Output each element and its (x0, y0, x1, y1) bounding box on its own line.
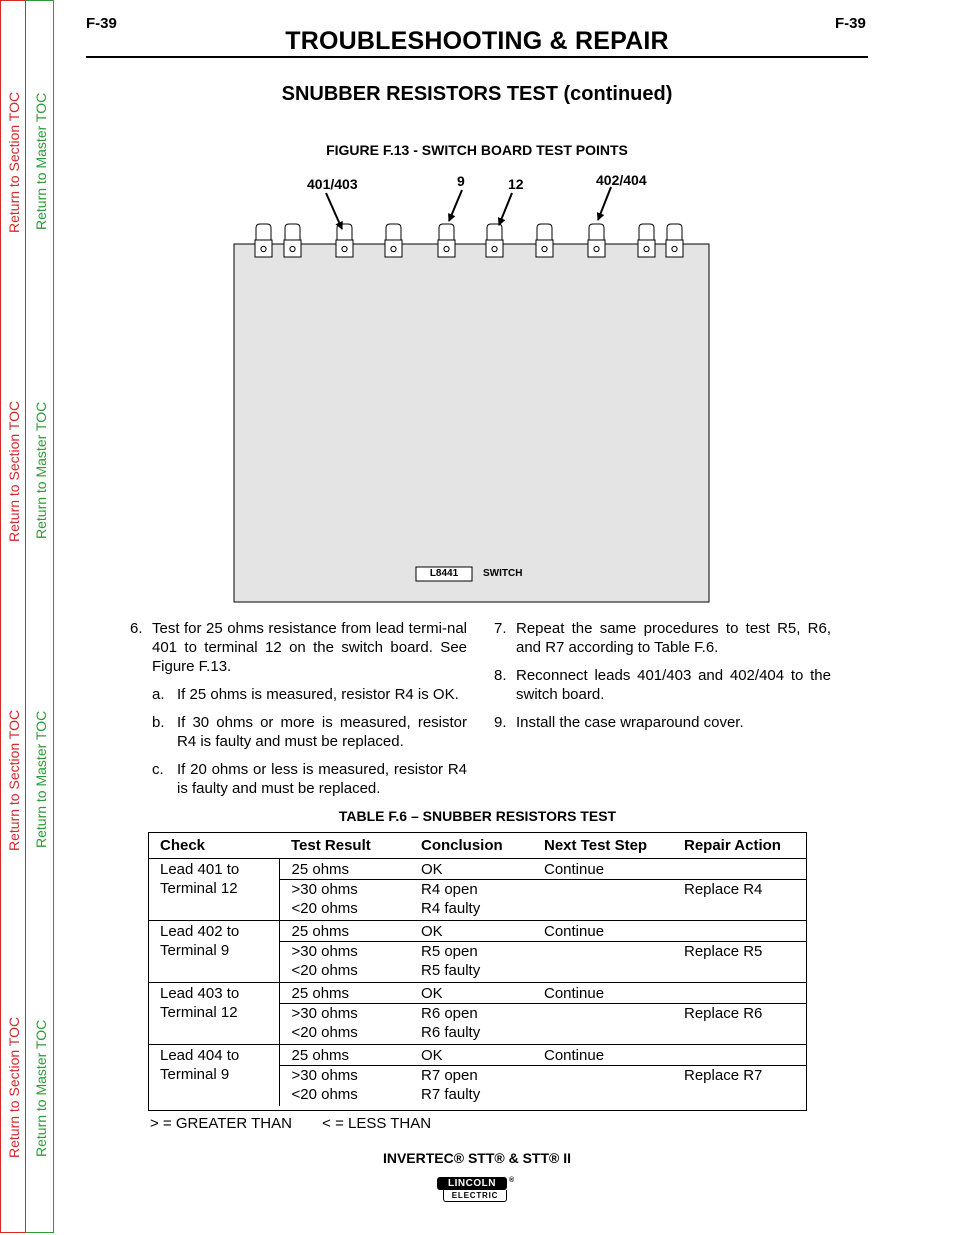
procedure-right-column (494, 619, 831, 741)
table-legend (150, 1115, 431, 1132)
terminal-tab (255, 224, 272, 257)
repair-cell (672, 899, 807, 921)
column-header-check: Check (148, 833, 279, 859)
terminal-tab (536, 224, 553, 257)
sub-step-text: If 20 ohms or less is measured, resistor R4 is faulty and must be replaced. (177, 761, 467, 797)
label-401-403: 401/403 (307, 176, 358, 192)
next-step-cell (532, 880, 672, 900)
return-to-master-toc-link-3[interactable]: Return to Master TOC (33, 710, 49, 848)
repair-cell (672, 961, 807, 983)
conclusion-cell: R7 open (421, 1067, 478, 1084)
result-cell: >30 ohms (291, 1067, 358, 1084)
step-6b (130, 713, 467, 751)
check-cell: Lead 402 to Terminal 9 (148, 921, 279, 983)
return-to-master-toc-link-2[interactable]: Return to Master TOC (33, 401, 49, 539)
conclusion-cell: R5 faulty (409, 961, 532, 983)
next-step-cell (532, 1085, 672, 1106)
return-to-section-toc-link-4[interactable]: Return to Section TOC (6, 1016, 22, 1158)
sub-step-text: If 30 ohms or more is measured, resistor R4 is faulty and must be replaced. (177, 714, 467, 750)
sub-step-letter: a. (152, 686, 165, 703)
procedure-left-column (130, 619, 467, 807)
lincoln-electric-logo (437, 1177, 513, 1205)
conclusion-cell: OK (409, 921, 532, 942)
repair-cell: Replace R5 (684, 943, 763, 960)
result-cell: 25 ohms (279, 1045, 409, 1066)
page-header-title: TROUBLESHOOTING & REPAIR (285, 27, 669, 55)
terminal-tab (486, 224, 503, 257)
section-title: SNUBBER RESISTORS TEST (continued) (281, 83, 673, 105)
terminal-tab (666, 224, 683, 257)
return-to-section-toc-link-3[interactable]: Return to Section TOC (6, 709, 22, 851)
table-caption: TABLE F.6 – SNUBBER RESISTORS TEST (338, 808, 617, 824)
page-number-left: F-39 (86, 15, 117, 32)
return-to-master-toc-link-1[interactable]: Return to Master TOC (33, 92, 49, 230)
terminal-tab (638, 224, 655, 257)
result-cell: <20 ohms (279, 961, 409, 983)
terminal-tab (284, 224, 301, 257)
conclusion-cell: R4 open (421, 881, 478, 898)
sub-step-letter: c. (152, 761, 164, 778)
next-step-cell: Continue (532, 1045, 672, 1066)
conclusion-cell: R7 faulty (421, 1086, 481, 1103)
step-number: 8. (494, 667, 507, 684)
step-number: 6. (130, 620, 143, 637)
column-header-conclusion: Conclusion (409, 833, 532, 859)
table-row (148, 1045, 807, 1066)
next-step-cell (532, 1066, 672, 1086)
switch-board-outline (234, 244, 709, 602)
repair-cell (672, 921, 807, 942)
conclusion-cell: OK (409, 983, 532, 1004)
sub-step-text: If 25 ohms is measured, resistor R4 is OK. (177, 686, 459, 703)
repair-cell: Replace R4 (684, 881, 763, 898)
step-6a (130, 685, 467, 704)
repair-cell (672, 859, 807, 880)
terminal-tab (336, 224, 353, 257)
legend-less-than: < = LESS THAN (322, 1115, 432, 1132)
label-402-404: 402/404 (596, 172, 647, 188)
conclusion-cell: OK (409, 859, 532, 880)
column-header-repair-action: Repair Action (672, 833, 807, 859)
label-terminal-9: 9 (457, 173, 465, 189)
return-to-master-toc-link-4[interactable]: Return to Master TOC (33, 1019, 49, 1157)
label-terminal-12: 12 (508, 176, 524, 192)
logo-bottom-band: ELECTRIC (443, 1190, 507, 1202)
terminal-tab (385, 224, 402, 257)
repair-cell (672, 1023, 807, 1045)
snubber-resistors-table (148, 832, 807, 1106)
step-8 (494, 666, 831, 704)
step-7 (494, 619, 831, 657)
pointer-arrow-12 (499, 193, 512, 225)
next-step-cell (532, 942, 672, 962)
repair-cell: Replace R7 (684, 1067, 763, 1084)
check-cell: Lead 404 to Terminal 9 (148, 1045, 279, 1107)
next-step-cell (532, 1023, 672, 1045)
step-6c (130, 760, 467, 798)
next-step-cell: Continue (532, 859, 672, 880)
repair-cell (672, 1085, 807, 1106)
terminal-tab (438, 224, 455, 257)
return-to-section-toc-link-2[interactable]: Return to Section TOC (6, 400, 22, 542)
table-row (148, 983, 807, 1004)
table-row (148, 859, 807, 880)
pointer-arrow-402-404 (598, 187, 611, 220)
return-to-section-toc-link-1[interactable]: Return to Section TOC (6, 91, 22, 233)
logo-registered-mark: ® (509, 1177, 515, 1184)
next-step-cell (532, 899, 672, 921)
result-cell: >30 ohms (291, 943, 358, 960)
column-header-test-result: Test Result (279, 833, 409, 859)
conclusion-cell: OK (409, 1045, 532, 1066)
pointer-arrow-9 (449, 190, 462, 221)
conclusion-cell: R6 open (421, 1005, 478, 1022)
sub-step-letter: b. (152, 714, 165, 731)
legend-greater-than: > = GREATER THAN (150, 1115, 292, 1132)
result-cell: 25 ohms (279, 983, 409, 1004)
step-9 (494, 713, 831, 732)
step-text: Install the case wraparound cover. (516, 714, 744, 731)
column-header-next-test-step: Next Test Step (532, 833, 672, 859)
step-number: 7. (494, 620, 507, 637)
conclusion-cell: R4 faulty (409, 899, 532, 921)
step-6 (130, 619, 467, 676)
result-cell: <20 ohms (291, 1086, 358, 1103)
repair-cell (672, 983, 807, 1004)
repair-cell: Replace R6 (684, 1005, 763, 1022)
result-cell: 25 ohms (279, 859, 409, 880)
result-cell: <20 ohms (279, 1023, 409, 1045)
check-cell: Lead 403 to Terminal 12 (148, 983, 279, 1045)
board-part-number: L8441 (429, 568, 459, 579)
table-header-row (148, 833, 807, 859)
result-cell: >30 ohms (291, 1005, 358, 1022)
next-step-cell: Continue (532, 921, 672, 942)
board-name-label: SWITCH (483, 568, 523, 579)
result-cell: >30 ohms (291, 881, 358, 898)
step-text: Test for 25 ohms resistance from lead termi-nal 401 to terminal 12 on the switch board. See Figure F.13. (152, 620, 467, 675)
repair-cell (672, 1045, 807, 1066)
pointer-arrow-401-403 (326, 193, 342, 229)
conclusion-cell: R5 open (421, 943, 478, 960)
next-step-cell (532, 1004, 672, 1024)
conclusion-cell: R6 faulty (409, 1023, 532, 1045)
footer-product-name: INVERTEC® STT® & STT® II (382, 1150, 572, 1166)
logo-top-band: LINCOLN (437, 1177, 507, 1190)
step-text: Reconnect leads 401/403 and 402/404 to the switch board. (516, 667, 831, 703)
step-number: 9. (494, 714, 507, 731)
result-cell: 25 ohms (279, 921, 409, 942)
table-row (148, 921, 807, 942)
check-cell: Lead 401 to Terminal 12 (148, 859, 279, 921)
terminal-tab (588, 224, 605, 257)
page-number-right: F-39 (835, 15, 866, 32)
step-text: Repeat the same procedures to test R5, R6, and R7 according to Table F.6. (516, 620, 831, 656)
next-step-cell: Continue (532, 983, 672, 1004)
next-step-cell (532, 961, 672, 983)
result-cell: <20 ohms (279, 899, 409, 921)
figure-caption: FIGURE F.13 - SWITCH BOARD TEST POINTS (326, 142, 628, 158)
